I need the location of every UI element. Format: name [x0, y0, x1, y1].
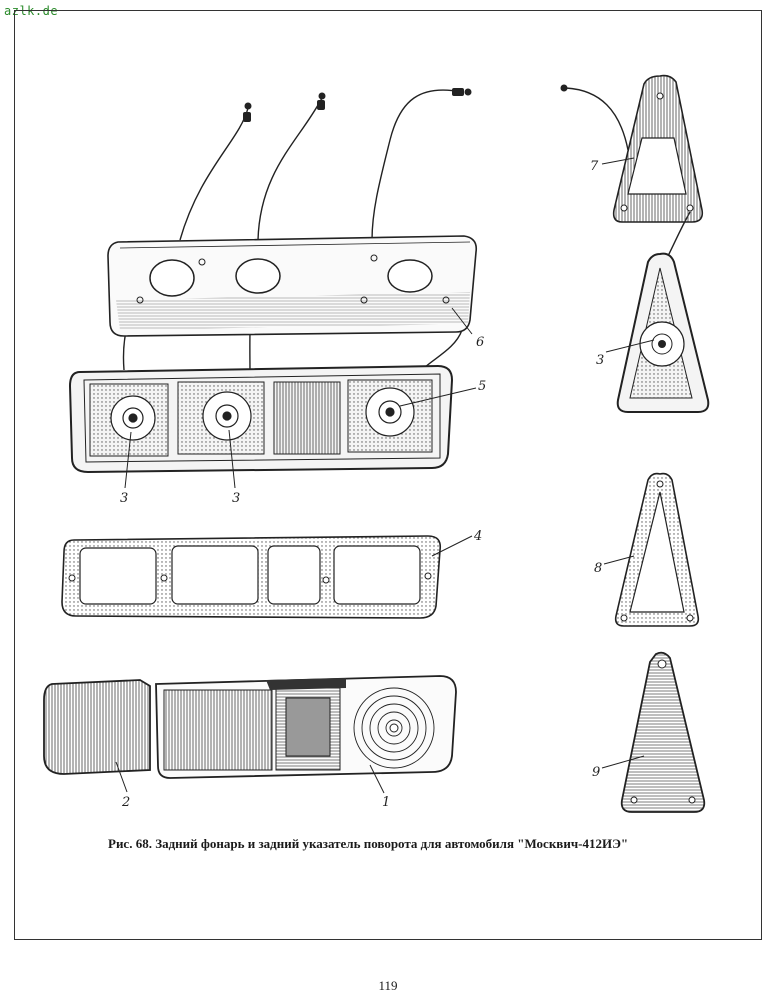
callout-2: 2 [122, 795, 131, 810]
gasket [62, 536, 440, 618]
lamp-mounting-plate [108, 236, 476, 336]
turn-indicator-gasket [616, 474, 699, 626]
lamp-lens [44, 676, 456, 778]
callout-4: 4 [474, 529, 483, 544]
callout-3-middle: 3 [232, 491, 241, 506]
lamp-housing [70, 366, 452, 472]
turn-indicator-housing [618, 254, 709, 412]
callout-3-left: 3 [120, 491, 129, 506]
page-number: 119 [378, 978, 398, 993]
callout-3-right: 3 [596, 353, 605, 368]
wire-terminal-right [561, 85, 568, 92]
figure-caption: Рис. 68. Задний фонарь и задний указатель поворота для автомобиля "Москвич-412ИЭ" [108, 836, 629, 851]
callout-7: 7 [590, 159, 599, 174]
callout-6: 6 [476, 335, 485, 350]
callout-8: 8 [594, 561, 603, 576]
callout-9: 9 [592, 765, 601, 780]
callout-1: 1 [382, 795, 391, 810]
turn-indicator-lens [622, 653, 705, 812]
callout-5: 5 [478, 379, 487, 394]
site-watermark: azlk.de [4, 4, 59, 18]
wire-terminals [243, 88, 472, 122]
turn-indicator-seal [614, 76, 703, 222]
